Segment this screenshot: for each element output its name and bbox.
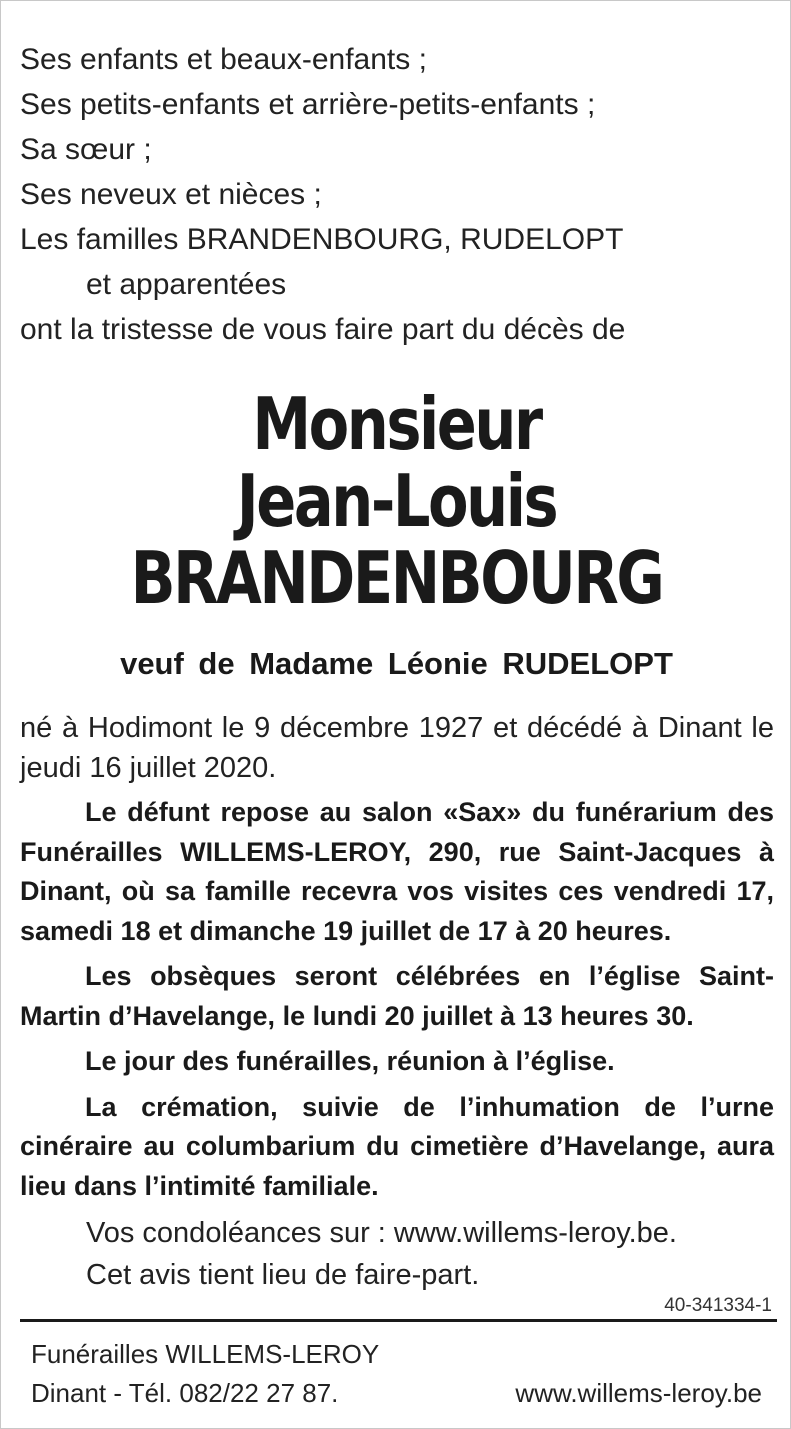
- reference-number: 40-341334-1: [664, 1295, 772, 1316]
- footer-website: www.willems-leroy.be: [515, 1378, 762, 1408]
- deceased-last-name: BRANDENBOURG: [130, 536, 663, 620]
- deceased-first-name: Jean-Louis: [236, 459, 557, 543]
- deceased-title: Monsieur: [252, 382, 541, 466]
- divider: [20, 1319, 777, 1322]
- visitation-paragraph: Le défunt repose au salon «Sax» du funérarium des Funérailles WILLEMS-LEROY, 290, rue Saint-Jacques à Dinant, où sa famille recevra vos visites ces vendredi 17, samedi 18 et dimanche 19 juillet de 17 à 20 heures.: [20, 797, 774, 946]
- footer-contact: [31, 1335, 379, 1413]
- footer-phone: Dinant - Tél. 082/22 27 87.: [31, 1378, 339, 1408]
- notice-body: [20, 709, 774, 1296]
- family-line-relatives: et apparentées: [86, 268, 287, 301]
- family-line-nephews: Ses neveux et nièces ;: [20, 178, 322, 211]
- family-list: [20, 37, 780, 352]
- meeting-paragraph: Le jour des funérailles, réunion à l’église.: [85, 1046, 615, 1076]
- family-line-sister: Sa sœur ;: [20, 133, 152, 166]
- family-line-grandchildren: Ses petits-enfants et arrière-petits-enfants ;: [20, 88, 596, 121]
- family-line-families: Les familles BRANDENBOURG, RUDELOPT: [20, 223, 624, 256]
- deceased-name: [72, 382, 721, 620]
- condolences-line: Vos condoléances sur : www.willems-leroy.be.: [86, 1217, 677, 1249]
- spouse-line: veuf de Madame Léonie RUDELOPT: [120, 646, 673, 681]
- funeral-paragraph: Les obsèques seront célébrées en l’église Saint-Martin d’Havelange, le lundi 20 juillet à 13 heures 30.: [20, 961, 774, 1031]
- footer-company: Funérailles WILLEMS-LEROY: [31, 1339, 380, 1369]
- cremation-paragraph: La crémation, suivie de l’inhumation de l’urne cinéraire au columbarium du cimetière d’Havelange, aura lieu dans l’intimité familiale.: [20, 1091, 774, 1201]
- notice-line: Cet avis tient lieu de faire-part.: [86, 1259, 480, 1291]
- family-line-children: Ses enfants et beaux-enfants ;: [20, 43, 427, 76]
- birth-death-paragraph: né à Hodimont le 9 décembre 1927 et décédé à Dinant le jeudi 16 juillet 2020.: [20, 712, 774, 784]
- announcement-line: ont la tristesse de vous faire part du décès de: [20, 313, 626, 346]
